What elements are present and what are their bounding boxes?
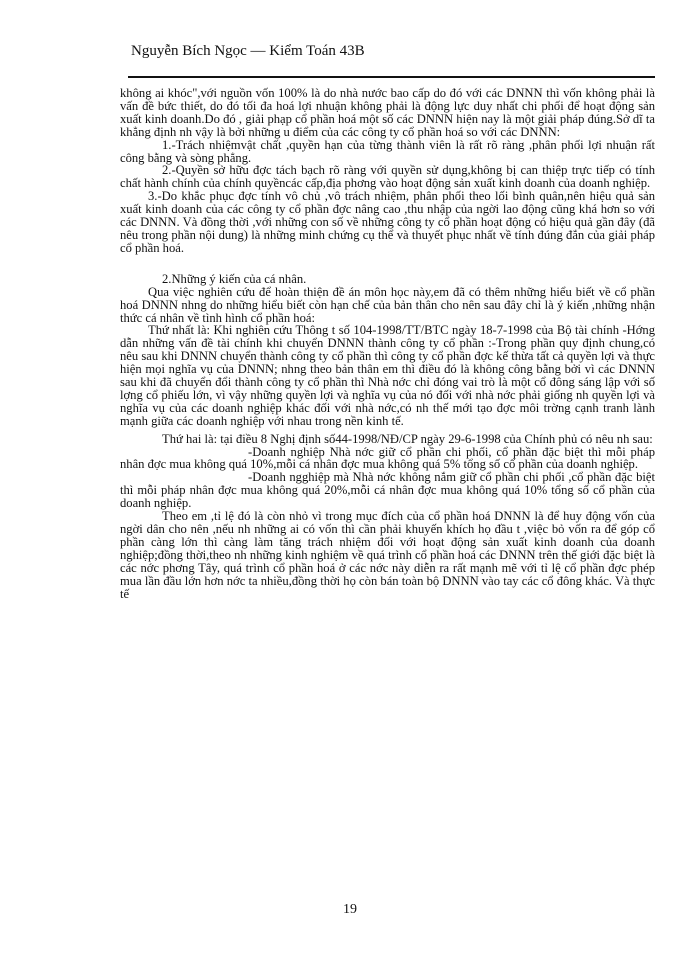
paragraph: 3.-Do khắc phục đợc tính vô chủ ,vô trách nhiệm, phân phối theo lối bình quân,nên hiệu quả sản xuất kinh doanh của các công ty cổ phần đợc nâng cao ,thu nhập của ngời lao động cũng khá hơn so với các DNNN. Và đồng thời ,với những con số về những công ty cổ phần hoạt động có hiệu quả gần đây (đã nêu trong phần nội dung) là những minh chứng cụ thể và thuyết phục nhất về tính đúng đắn của giải pháp cổ phần hoá. xyxy=(120,189,655,255)
page-number: 19 xyxy=(343,902,357,917)
paragraph: Qua việc nghiên cứu để hoàn thiện đề án môn học này,em đã có thêm những hiểu biết về cổ phần hoá DNNN nhng do những hiểu biết còn hạn chế của bản thân cho nên sau đây chỉ là ý kiến ,những nhận thức cá nhân về tình hình cổ phần hoá: xyxy=(120,284,655,325)
paragraph: Thứ hai là: tại điều 8 Nghị định số44-1998/NĐ/CP ngày 29-6-1998 của Chính phủ có nêu nh sau: xyxy=(162,431,653,446)
document-body xyxy=(120,87,655,600)
paragraph: 2.-Quyền sở hữu đợc tách bạch rõ ràng với quyền sử dụng,không bị can thiệp trực tiếp có tính chất hành chính của chính quyềncác cấp,địa phơng vào hoạt động sản xuất kinh doanh của doanh nghiệp. xyxy=(120,163,655,191)
header-rule xyxy=(128,76,655,78)
paragraph: 1.-Trách nhiệmvật chất ,quyền hạn của từng thành viên là rất rõ ràng ,phân phối lợi nhuận rất công bằng và sòng phẳng. xyxy=(120,137,655,165)
paragraph: Theo em ,tỉ lệ đó là còn nhỏ vì trong mục đích của cổ phần hoá DNNN là để huy động vốn của ngời dân cho nên ,nếu nh những ai có vốn thì cần phải khuyến khích họ đầu t ,việc bỏ vốn ra để góp cổ phần càng lớn thì càng làm tăng trách nhiệm đối với hoạt động sản xuất kinh doanh của doanh nghiệp;đồng thời,theo nh những kinh nghiệm về quá trình cổ phần hoá các DNNN trên thế giới đặc biệt là các nớc phơng Tây, quá trình cổ phần hoá ở các nớc này diễn ra rất mạnh mẽ với tỉ lệ cổ phần đợc phép mua lần đầu lớn hơn nớc ta nhiều,đồng thời họ còn bán toàn bộ DNNN vào tay các cổ đông khác. Và thực tế xyxy=(120,509,655,601)
paragraph: -Doanh nghiệp Nhà nớc giữ cổ phần chi phối, cổ phần đặc biệt thì mỗi pháp nhân đợc mua không quá 10%,mỗi cá nhân đợc mua không quá 5% tổng số cổ phần của doanh nghiệp. xyxy=(120,444,655,472)
paragraph: Thứ nhất là: Khi nghiên cứu Thông t số 104-1998/TT/BTC ngày 18-7-1998 của Bộ tài chính -Hớng dẫn những vấn đề tài chính khi chuyển DNNN thành công ty cổ phần :-Trong phần quy định chung,có nêu sau khi DNNN chuyển thành công ty cổ phần thì công ty cổ phần đợc kế thừa tất cả quyền lợi và thực hiện mọi nghĩa vụ của DNNN; nhng theo bản thân em thì điều đó là không công bằng bởi vì các DNNN sau khi đã chuyển đổi thành công ty cổ phần thì Nhà nớc chỉ đóng vai trò là một cổ đông sáng lập với số lợng cổ phiếu lớn, vì vậy những quyền lợi và nghĩa vụ của nó đối với nhà nớc phải giống nh quyền lợi và nghĩa vụ của các doanh nghiệp khác đối với nhà nớc,có nh thế mới tạo đợc môi trờng cạnh tranh lành mạnh giữa các doanh nghiệp với nhau trong nền kinh tế. xyxy=(120,323,655,428)
section-heading: 2.Những ý kiến của cá nhân. xyxy=(162,271,307,286)
page-header: Nguyễn Bích Ngọc — Kiểm Toán 43B xyxy=(131,43,365,59)
paragraph: -Doanh ngghiệp mà Nhà nớc không nắm giữ cổ phần chi phối ,cổ phần đặc biệt thì mỗi pháp nhân đợc mua không quá 20%,mỗi cá nhân đợc mua không quá 10% tổng số cổ phần của doanh nghiệp. xyxy=(120,470,655,511)
paragraph: không ai khóc",với nguồn vốn 100% là do nhà nước bao cấp do đó với các DNNN thì vốn không phải là vấn đề bức thiết, do đó tối đa hoá lợi nhuận không phải là động lực duy nhất chi phối để hoạt động sản xuất kinh doanh.Do đó , giải phạp cổ phần hoá một số các DNNN hiện nay là một giải pháp đúng.Sở dĩ ta khẳng định nh vậy là bởi những u điểm của các công ty cổ phần hoá so với các DNNN: xyxy=(120,86,655,139)
